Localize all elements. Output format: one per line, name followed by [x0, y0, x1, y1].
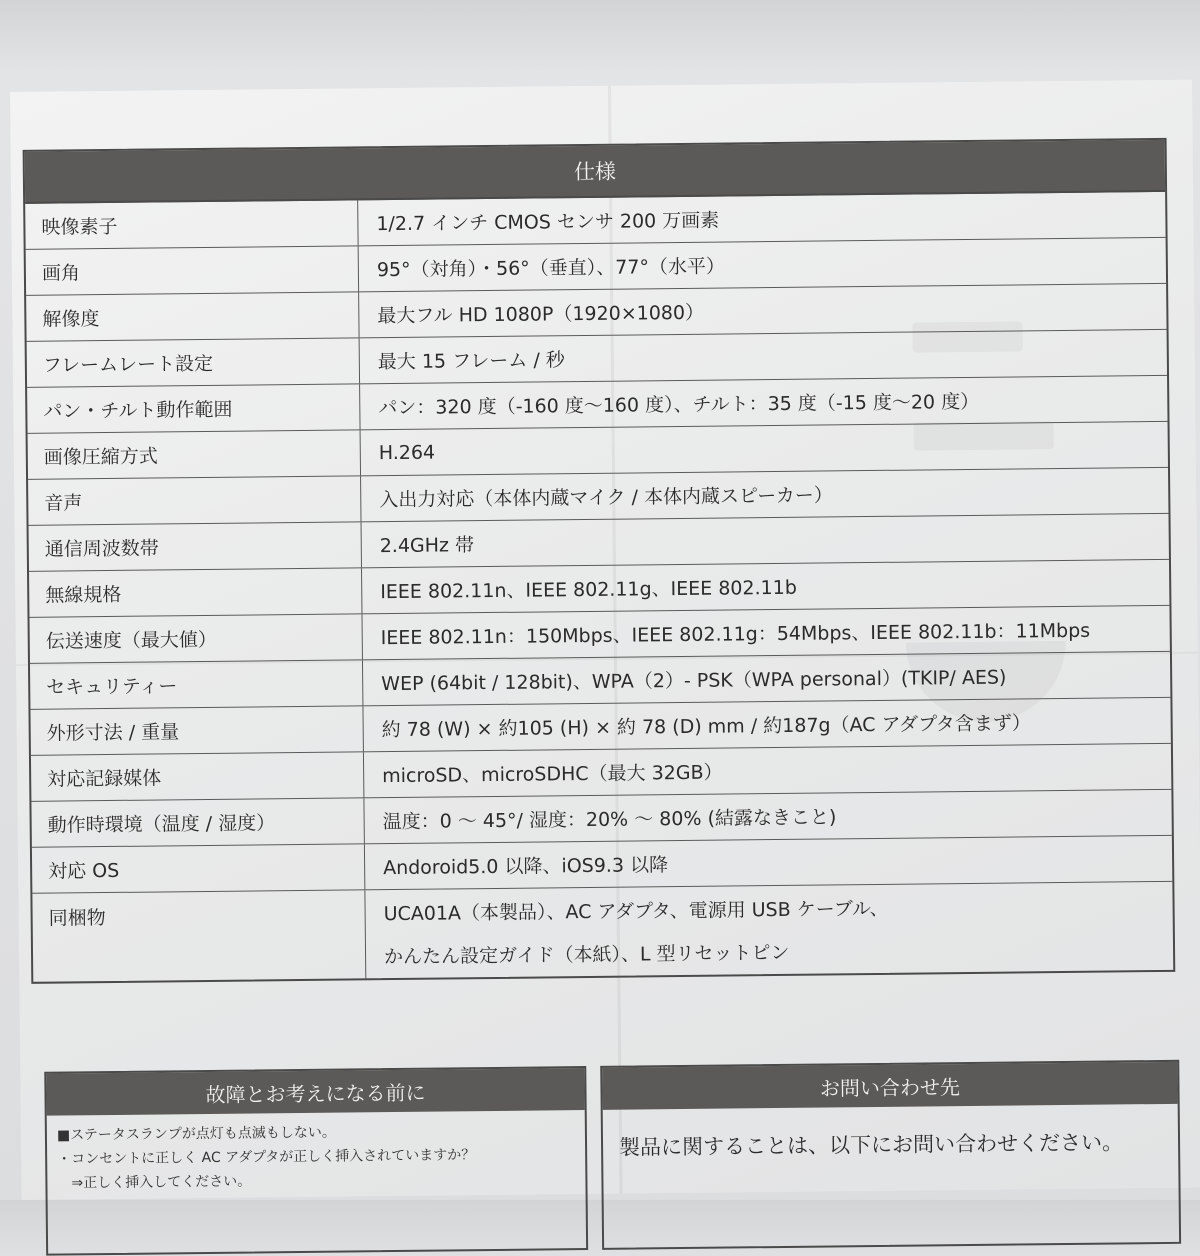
spec-label: 映像素子: [25, 200, 358, 248]
spec-row-bundle: [32, 882, 1173, 982]
spec-value: 2.4GHz 帯: [379, 534, 475, 558]
spec-value: [365, 882, 1173, 978]
spec-value: Andoroid5.0 以降、iOS9.3 以降: [383, 854, 669, 880]
contact-title: お問い合わせ先: [602, 1062, 1177, 1110]
troubleshooting-line: ・コンセントに正しく AC アダプタが正しく挿入されていますか？: [57, 1147, 476, 1168]
spec-label: パン・チルト動作範囲: [27, 384, 360, 432]
spec-value: IEEE 802.11n、IEEE 802.11g、IEEE 802.11b: [380, 576, 797, 604]
spec-label: 動作時環境（温度 / 湿度）: [31, 798, 364, 846]
spec-label: 画角: [26, 246, 359, 294]
contact-box: [600, 1060, 1181, 1250]
troubleshooting-line: ⇒正しく挿入してください。: [57, 1173, 252, 1192]
spec-value: IEEE 802.11n：150Mbps、IEEE 802.11g：54Mbps、IEEE 802.11b：11Mbps: [380, 619, 1091, 650]
spec-table-title: 仕様: [25, 140, 1165, 204]
spec-value: WEP (64bit / 128bit)、WPA（2）- PSK（WPA personal）(TKIP/ AES): [381, 666, 1007, 696]
troubleshooting-title: 故障とお考えになる前に: [46, 1068, 584, 1116]
bundle-line: UCA01A（本製品）、AC アダプタ、電源用 USB ケーブル、: [383, 897, 889, 926]
contact-text: 製品に関することは、以下にお問い合わせください。: [618, 1130, 1124, 1160]
spec-label: 伝送速度（最大値）: [30, 614, 363, 662]
spec-value: 最大フル HD 1080P（1920×1080）: [377, 301, 705, 328]
spec-label: 解像度: [26, 292, 359, 340]
troubleshooting-body: [47, 1110, 586, 1204]
spec-table: [23, 138, 1176, 984]
spec-label: 音声: [28, 476, 361, 524]
spec-value: 最大 15 フレーム / 秒: [377, 349, 565, 374]
spec-value: 温度：0 〜 45°/ 湿度：20% 〜 80% (結露なきこと): [382, 806, 837, 834]
spec-label: 画像圧縮方式: [28, 430, 361, 478]
spec-value: microSD、microSDHC（最大 32GB）: [382, 761, 723, 788]
spec-value: 約 78 (W) × 約105 (H) × 約 78 (D) mm / 約187g（AC アダプタ含まず）: [381, 712, 1031, 742]
spec-value: 入出力対応（本体内蔵マイク / 本体内蔵スピーカー）: [379, 484, 833, 512]
troubleshooting-line: ■ステータスランプが点灯も点滅もしない。: [56, 1124, 336, 1144]
spec-label: 対応記録媒体: [31, 752, 364, 800]
spec-label: 通信周波数帯: [29, 522, 362, 570]
spec-label: フレームレート設定: [27, 338, 360, 386]
spec-label: 無線規格: [29, 568, 362, 616]
spec-label: 同梱物: [32, 890, 366, 981]
spec-label: 外形寸法 / 重量: [30, 706, 363, 754]
spec-value: 1/2.7 インチ CMOS センサ 200 万画素: [376, 209, 720, 236]
troubleshooting-box: [44, 1066, 588, 1256]
bundle-line: かんたん設定ガイド（本紙）、L 型リセットピン: [383, 941, 790, 969]
spec-value: 95°（対角）・56°（垂直）、77°（水平）: [376, 255, 726, 282]
spec-label: 対応 OS: [32, 844, 365, 892]
spec-label: セキュリティー: [30, 660, 363, 708]
spec-value: H.264: [378, 441, 436, 464]
manual-sheet: [10, 80, 1200, 1200]
spec-value: パン：320 度（-160 度〜160 度）、チルト：35 度（-15 度〜20 度）: [378, 390, 980, 420]
